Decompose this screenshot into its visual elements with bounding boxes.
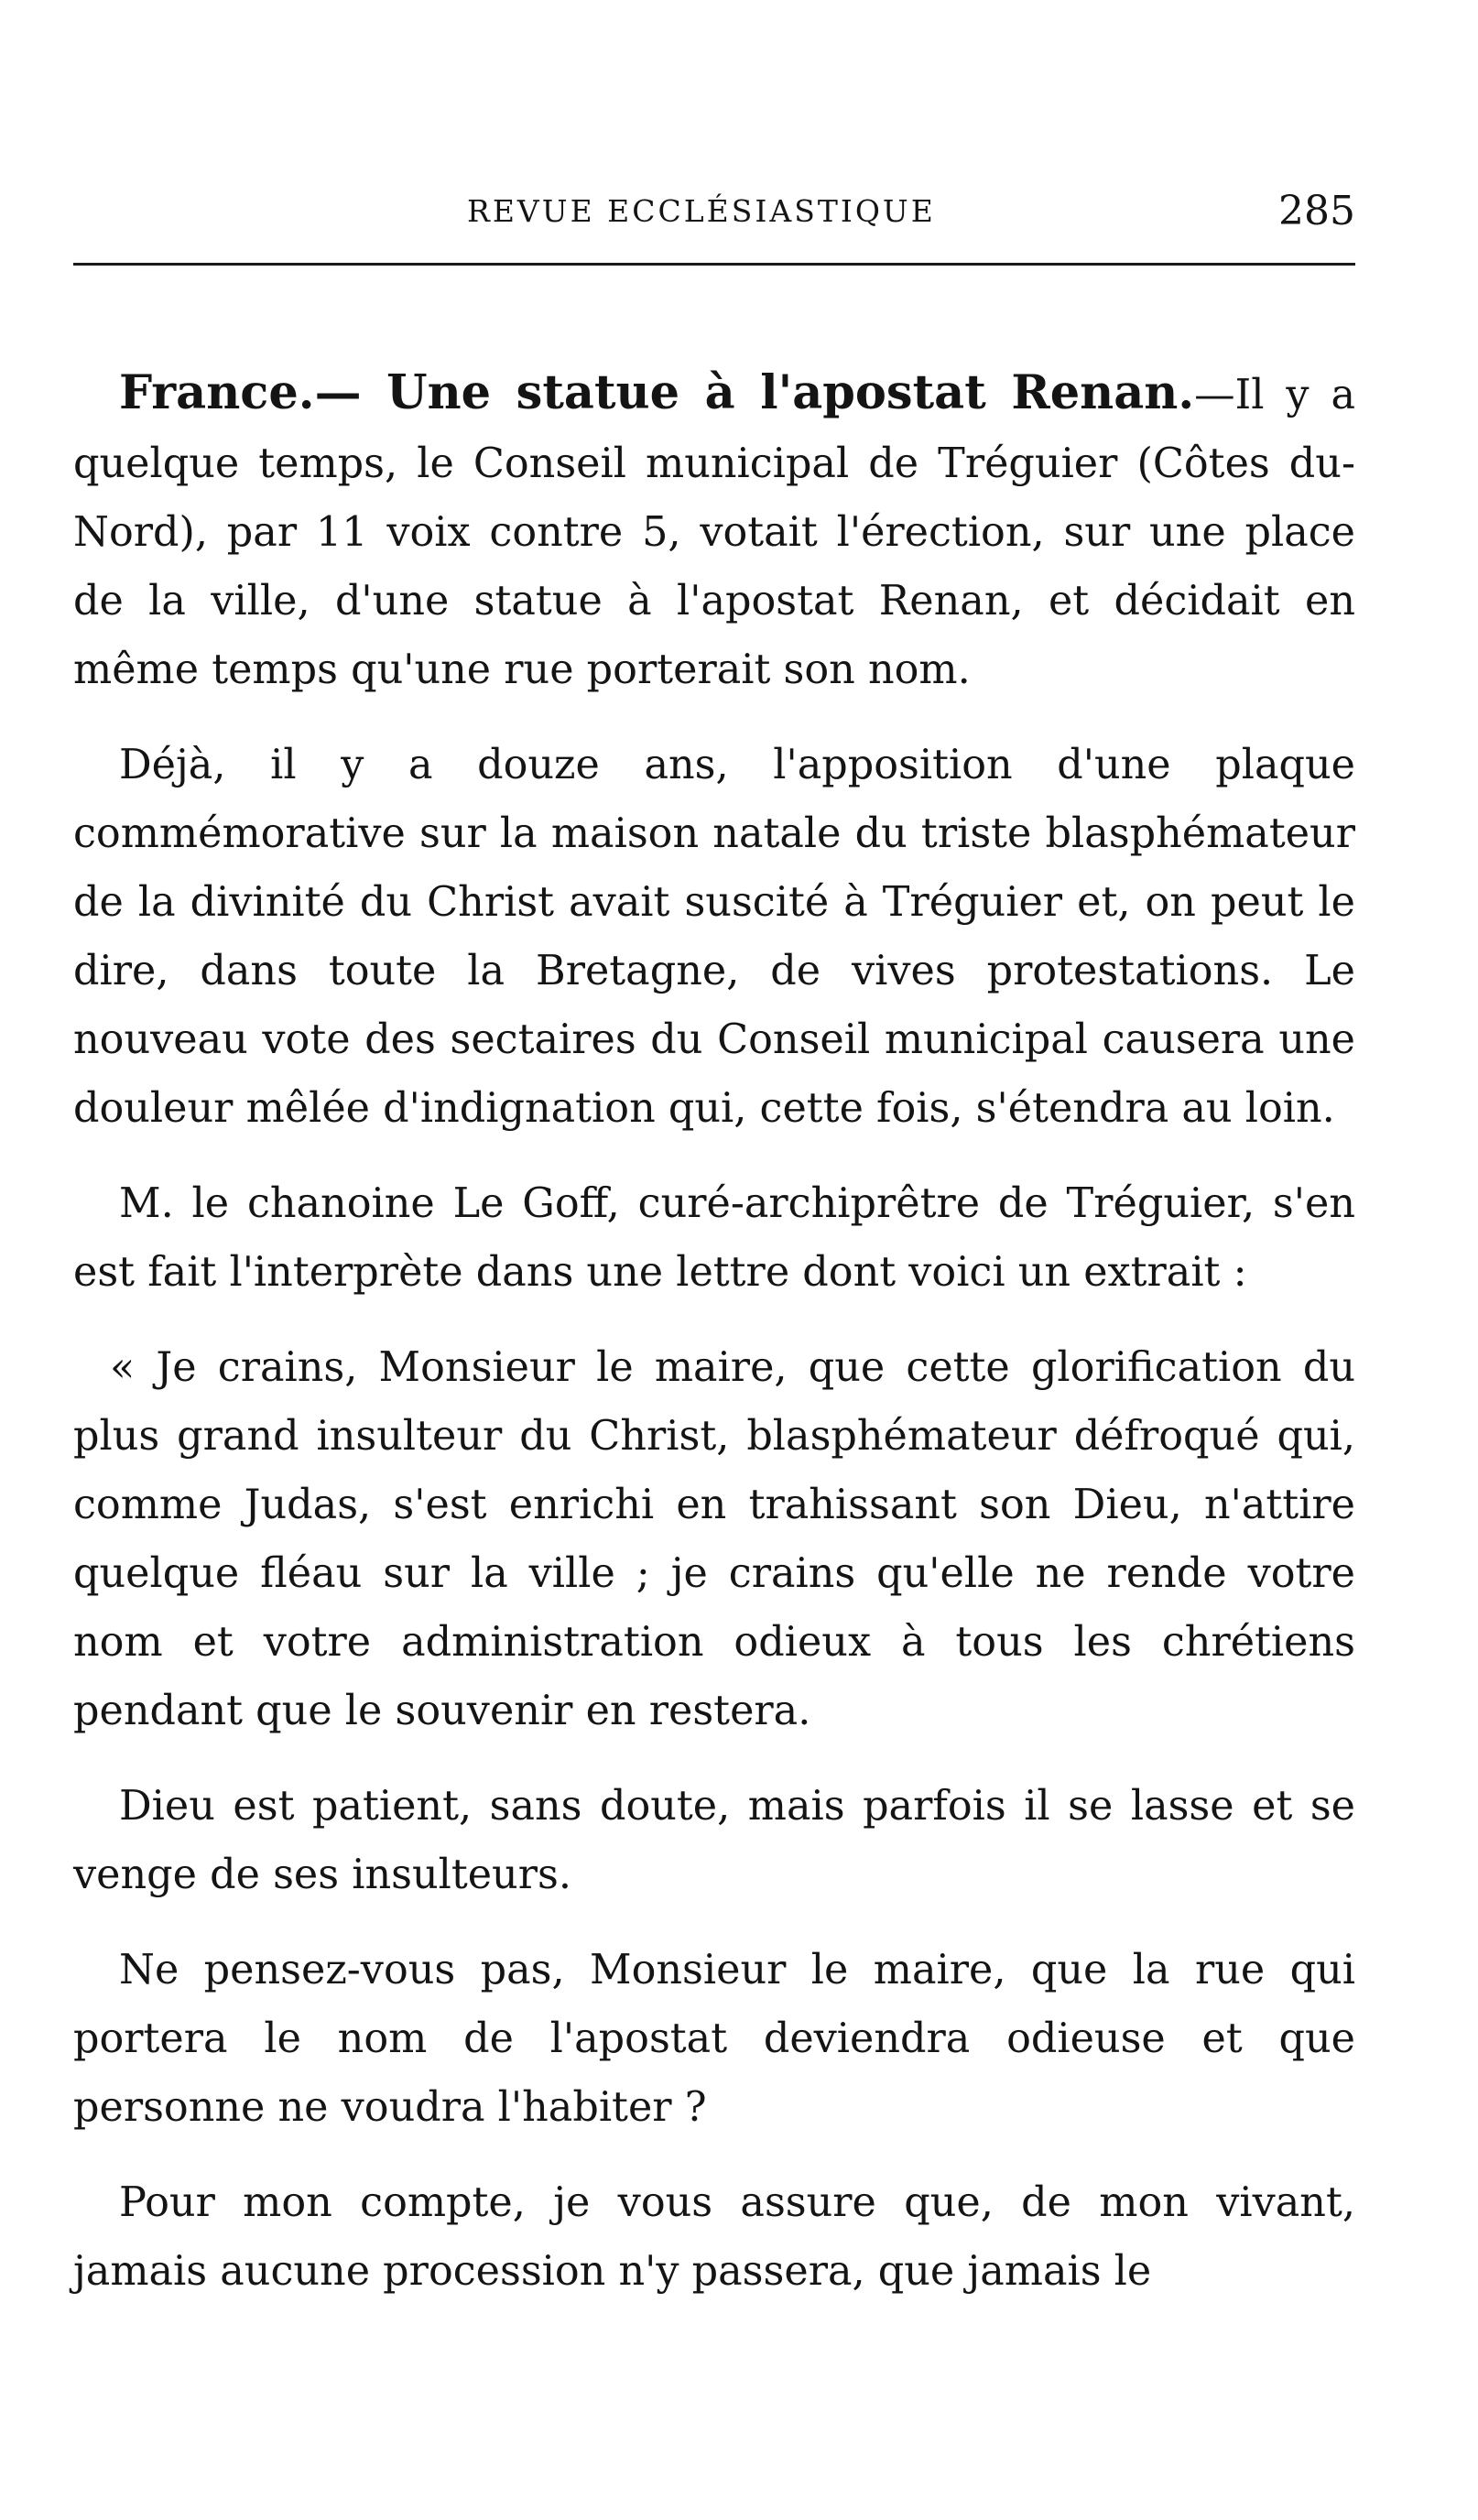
running-title: REVUE ECCLÉSIASTIQUE: [467, 193, 936, 229]
quote-paragraph-4: Pour mon compte, je vous assure que, de mon vivant, jamais aucune procession n'y passera, que jamais le: [73, 2179, 1355, 2295]
paragraph-2: Déjà, il y a douze ans, l'apposition d'une plaque commémorative sur la maison natale du triste blasphémateur de la divinité du Christ avait suscité à Tréguier et, on peut le dire, dans toute la Bretagne, de vives protestations. Le nouveau vote des sectaires du Conseil municipal causera une douleur mêlée d'indignation qui, cette fois, s'étendra au loin.: [73, 742, 1355, 1132]
paragraph-1: [73, 359, 1355, 704]
page-number: 285: [1278, 188, 1355, 234]
quote-paragraph-2: Dieu est patient, sans doute, mais parfois il se lasse et se venge de ses insulteurs.: [73, 1783, 1355, 1898]
article-headline: France.— Une statue à l'apostat Renan.: [119, 365, 1195, 420]
page-header: [73, 188, 1355, 243]
article-body: [73, 359, 1355, 2332]
paragraph-3: M. le chanoine Le Goff, curé-archiprêtre de Tréguier, s'en est fait l'interprète dans une lettre dont voici un extrait :: [73, 1180, 1355, 1296]
header-rule: [73, 263, 1355, 266]
quote-paragraph-1: « Je crains, Monsieur le maire, que cette glorification du plus grand insulteur du Christ, blasphémateur défroqué qui, comme Judas, s'est enrichi en trahissant son Dieu, n'attire quelque fléau sur la ville ; je crains qu'elle ne rende votre nom et votre administration odieux à tous les chrétiens pendant que le souvenir en restera.: [73, 1344, 1355, 1734]
paragraph-1-text: —Il y a quelque temps, le Conseil municipal de Tréguier (Côtes du-Nord), par 11 voix contre 5, votait l'érection, sur une place de la ville, d'une statue à l'apostat Renan, et décidait en même temps qu'une rue porterait son nom.: [73, 372, 1355, 693]
quote-paragraph-3: Ne pensez-vous pas, Monsieur le maire, que la rue qui portera le nom de l'apostat deviendra odieuse et que personne ne voudra l'habiter ?: [73, 1947, 1355, 2131]
